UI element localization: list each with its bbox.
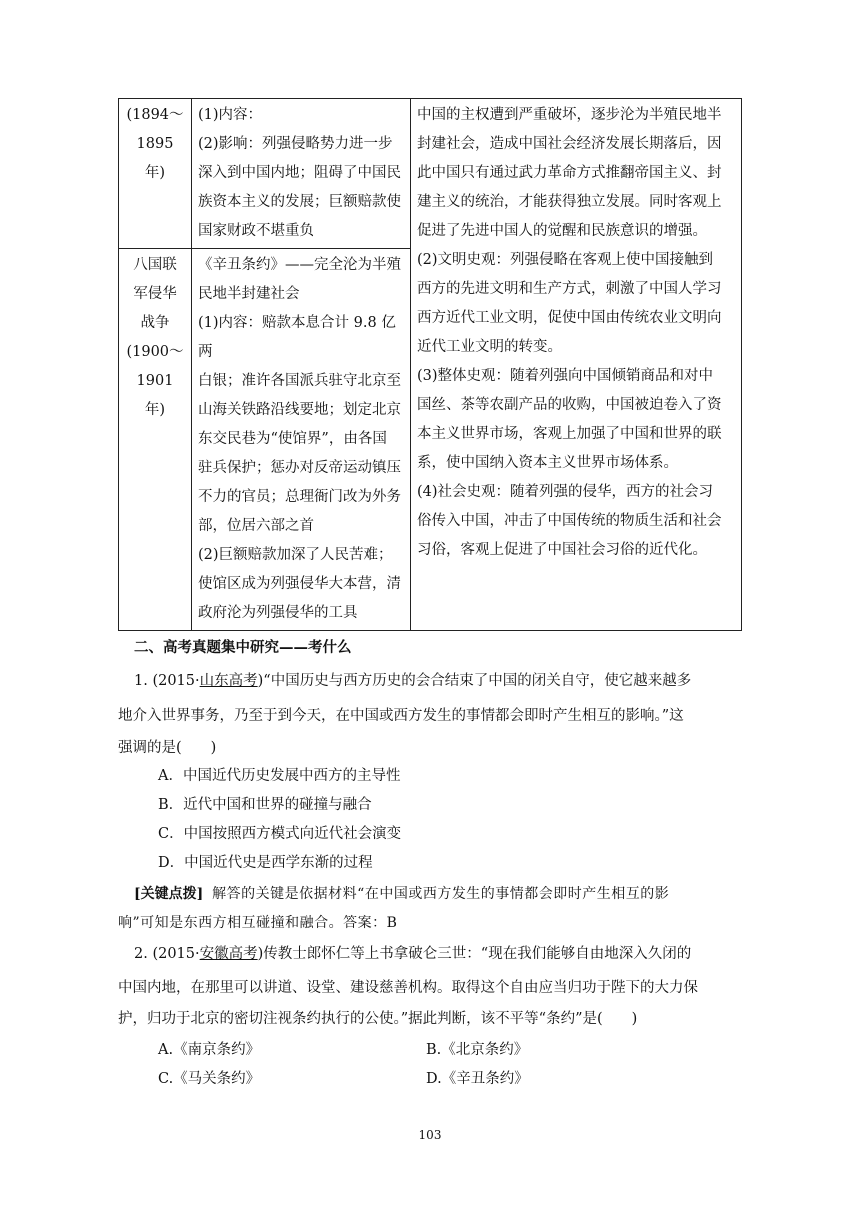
option-c: C．中国按照西方模式向近代社会演变 [158,826,402,842]
option-b: B.《北京条约》 [426,1042,529,1058]
option-c: C.《马关条约》 [158,1071,261,1087]
question-1-line-3: 强调的是( ) [118,740,217,756]
key-tip-line-2: 响”可知是东西方相互碰撞和融合。答案：B [118,915,398,931]
period-cell: (1894～ 1895 年) [119,99,192,249]
question-1-line-1: 1. (2015·山东高考)“中国历史与西方历史的会合结束了中国的闭关自守，使它越来越多 [134,673,692,689]
option-a: A．中国近代历史发展中西方的主导性 [158,768,401,784]
question-2-line-1: 2. (2015·安徽高考)传教士郎怀仁等上书拿破仑三世：“现在我们能够自由地深入久闭的 [134,946,692,962]
page-number: 103 [418,1128,442,1142]
key-tip-label: [关键点拨] [134,886,204,902]
period-cell: 八国联 军侵华 战争 (1900～ 1901 年) [119,249,192,631]
question-1-line-2: 地介入世界事务，乃至于到今天，在中国或西方发生的事情都会即时产生相互的影响。”这 [118,708,684,724]
key-tip: [关键点拨] 解答的关键是依据材料“在中国或西方发生的事情都会即时产生相互的影 [134,886,670,902]
section-heading: 二、高考真题集中研究——考什么 [134,640,352,656]
option-d: D.《辛丑条约》 [426,1071,529,1087]
content-cell: 《辛丑条约》——完全沦为半殖 民地半封建社会 (1)内容：赔款本息合计 9.8 亿两 白银；准许各国派兵驻守北京至 山海关铁路沿线要地；划定北京 东交民巷为“使馆界”，由各国 驻兵保护；惩办对反帝运动镇压 不力的官员；总理衙门改为外务 部，位居六部之首 (2)巨额赔款加深了人民苦难； 使馆区成为列强侵华大本营，清 政府沦为列强侵华的工具 [192,249,411,631]
history-table [118,98,742,631]
question-2-line-3: 护，归功于北京的密切注视条约执行的公使。”据此判断，该不平等“条约”是( ) [118,1011,638,1027]
table-row [119,99,742,249]
option-a: A.《南京条约》 [158,1042,261,1058]
content-cell: (1)内容： (2)影响：列强侵略势力进一步 深入到中国内地；阻碍了中国民 族资本主义的发展；巨额赔款使 国家财政不堪重负 [192,99,411,249]
source-label: 安徽高考 [199,946,258,962]
option-b: B．近代中国和世界的碰撞与融合 [158,797,372,813]
question-2-line-2: 中国内地，在那里可以讲道、设堂、建设慈善机构。取得这个自由应当归功于陛下的大力保 [118,980,698,996]
option-d: D．中国近代史是西学东渐的过程 [158,855,373,871]
source-label: 山东高考 [199,673,258,689]
analysis-cell: 中国的主权遭到严重破坏，逐步沦为半殖民地半 封建社会，造成中国社会经济发展长期落后，因 此中国只有通过武力革命方式推翻帝国主义、封 建主义的统治，才能获得独立发展。同时客观上 促进了先进中国人的觉醒和民族意识的增强。 (2)文明史观：列强侵略在客观上使中国接触到 西方的先进文明和生产方式，刺激了中国人学习 西方近代工业文明，促使中国由传统农业文明向 近代工业文明的转变。 (3)整体史观：随着列强向中国倾销商品和对中 国丝、茶等农副产品的收购，中国被迫卷入了资 本主义世界市场，客观上加强了中国和世界的联 系，使中国纳入资本主义世界市场体系。 (4)社会史观：随着列强的侵华，西方的社会习 俗传入中国，冲击了中国传统的物质生活和社会 习俗，客观上促进了中国社会习俗的近代化。 [411,99,742,631]
